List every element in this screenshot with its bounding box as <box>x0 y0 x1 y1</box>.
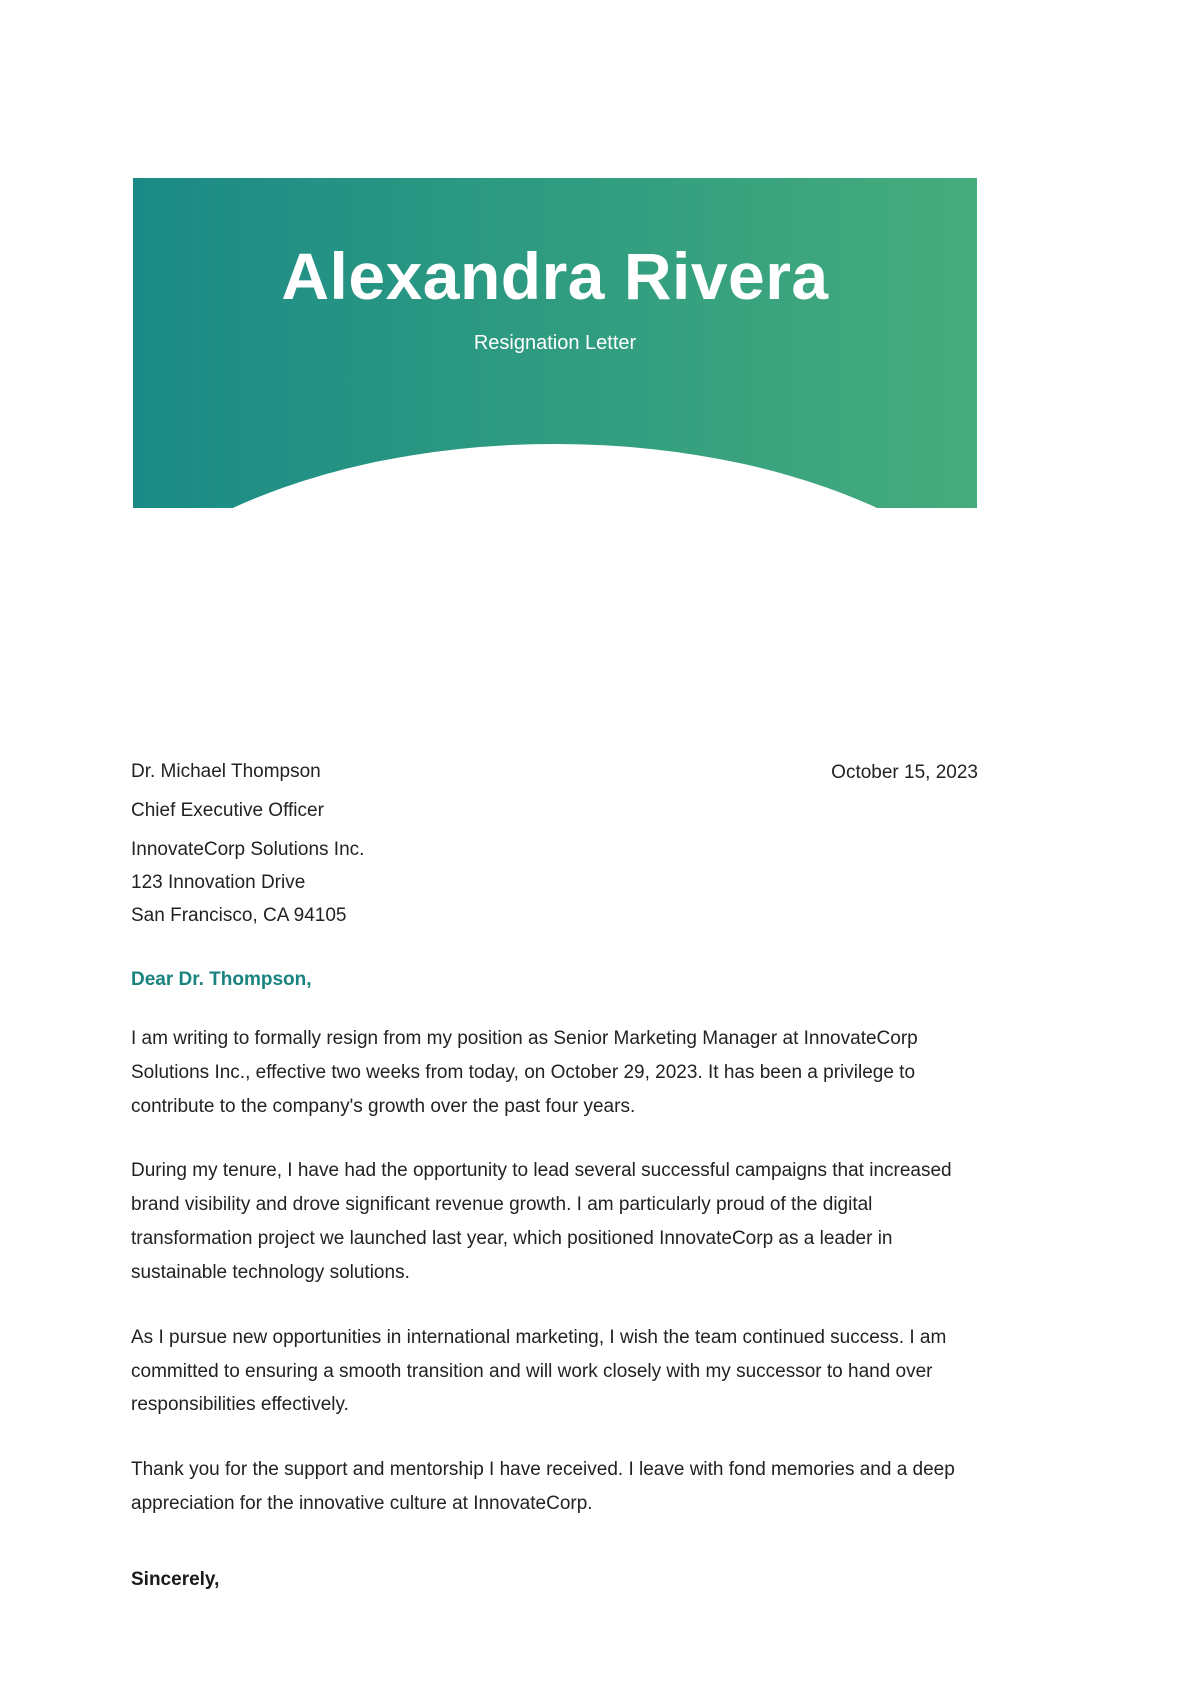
salutation: Dear Dr. Thompson, <box>131 969 312 990</box>
letter-meta-row <box>131 762 978 925</box>
letter-body <box>131 762 978 1591</box>
letter-header-banner <box>133 178 977 508</box>
sender-name: Alexandra Rivera <box>281 239 829 313</box>
letter-date: October 15, 2023 <box>831 762 978 783</box>
body-paragraph-3: As I pursue new opportunities in international marketing, I wish the team continued success. I am committed to ensuring a smooth transition and will work closely with my successor to hand over responsibilities effectively. <box>131 1326 947 1416</box>
document-type-subtitle: Resignation Letter <box>473 331 637 354</box>
body-paragraph-4: Thank you for the support and mentorship I have received. I leave with fond memories and a deep appreciation for the innovative culture at InnovateCorp. <box>131 1459 955 1514</box>
body-paragraph-1: I am writing to formally resign from my position as Senior Marketing Manager at InnovateCorp Solutions Inc., effective two weeks from today, on October 29, 2023. It has been a privilege to contribute to the company's growth over the past four years. <box>131 1028 918 1117</box>
recipient-name: Dr. Michael Thompson <box>131 761 321 782</box>
recipient-street: 123 Innovation Drive <box>131 872 306 893</box>
recipient-city-state-zip: San Francisco, CA 94105 <box>131 905 347 926</box>
body-paragraph-2: During my tenure, I have had the opportunity to lead several successful campaigns that increased brand visibility and drove significant revenue growth. I am particularly proud of the digital transformation project we launched last year, which positioned InnovateCorp as a leader in sustainable technology solutions. <box>131 1160 952 1283</box>
recipient-address-block <box>131 762 978 925</box>
recipient-title: Chief Executive Officer <box>131 800 324 821</box>
closing-salutation: Sincerely, <box>131 1568 220 1590</box>
recipient-company: InnovateCorp Solutions Inc. <box>131 839 365 860</box>
